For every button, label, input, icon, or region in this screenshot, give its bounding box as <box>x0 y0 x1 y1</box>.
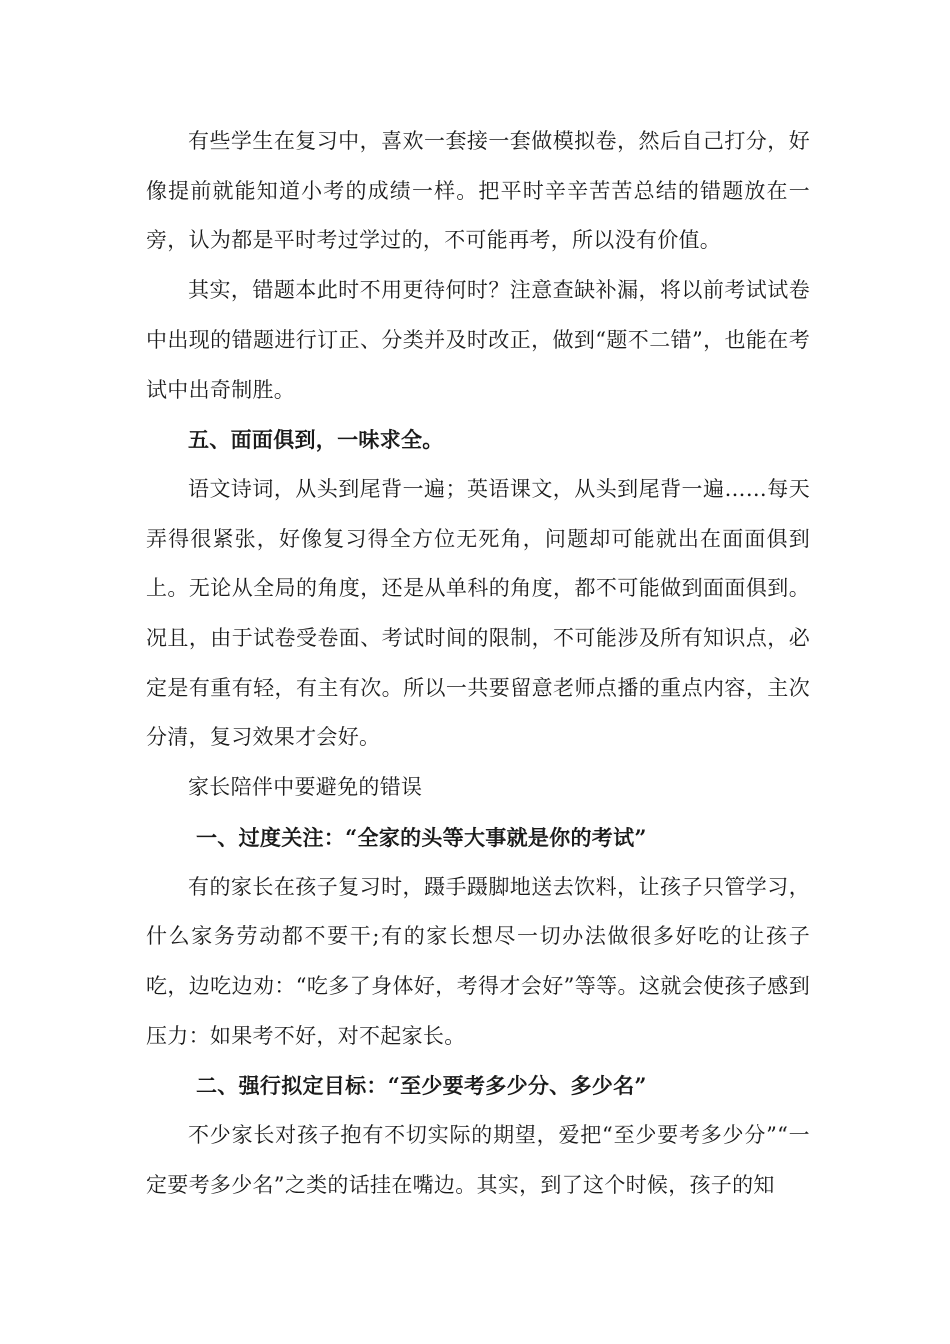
heading-five: 五、面面俱到，一味求全。 <box>188 427 444 453</box>
paragraph-error-notebook: 其实，错题本此时不用更待何时？注意查缺补漏，将以前考试试卷中出现的错题进行订正、分类并及时改正，做到“题不二错”，也能在考试中出奇制胜。 <box>146 278 810 402</box>
section-title-parent-mistakes: 家长陪伴中要避免的错误 <box>188 775 423 800</box>
paragraph-comprehensive-review: 语文诗词，从头到尾背一遍；英语课文，从头到尾背一遍……每天弄得很紧张，好像复习得全方位无死角，问题却可能就出在面面俱到上。无论从全局的角度，还是从单科的角度，都不可能做到面面俱到。况且，由于试卷受卷面、考试时间的限制，不可能涉及所有知识点，必定是有重有轻，有主有次。所以一共要留意老师点播的重点内容，主次分清，复习效果才会好。 <box>146 476 810 750</box>
paragraph-forced-goals: 不少家长对孩子抱有不切实际的期望，爱把“至少要考多少分”“一定要考多少名”之类的话挂在嘴边。其实，到了这个时候，孩子的知 <box>146 1123 810 1197</box>
document-body <box>146 117 810 1210</box>
heading-two: 二、强行拟定目标：“至少要考多少分、多少名” <box>196 1073 647 1099</box>
heading-one: 一、过度关注：“全家的头等大事就是你的考试” <box>196 824 647 850</box>
paragraph-mock-exams: 有些学生在复习中，喜欢一套接一套做模拟卷，然后自己打分，好像提前就能知道小考的成绩一样。把平时辛辛苦苦总结的错题放在一旁，认为都是平时考过学过的，不可能再考，所以没有价值。 <box>146 129 810 253</box>
paragraph-over-attention: 有的家长在孩子复习时，蹑手蹑脚地送去饮料，让孩子只管学习，什么家务劳动都不要干;有的家长想尽一切办法做很多好吃的让孩子吃，边吃边劝：“吃多了身体好，考得才会好”等等。这就会使孩子感到压力：如果考不好，对不起家长。 <box>146 874 810 1048</box>
